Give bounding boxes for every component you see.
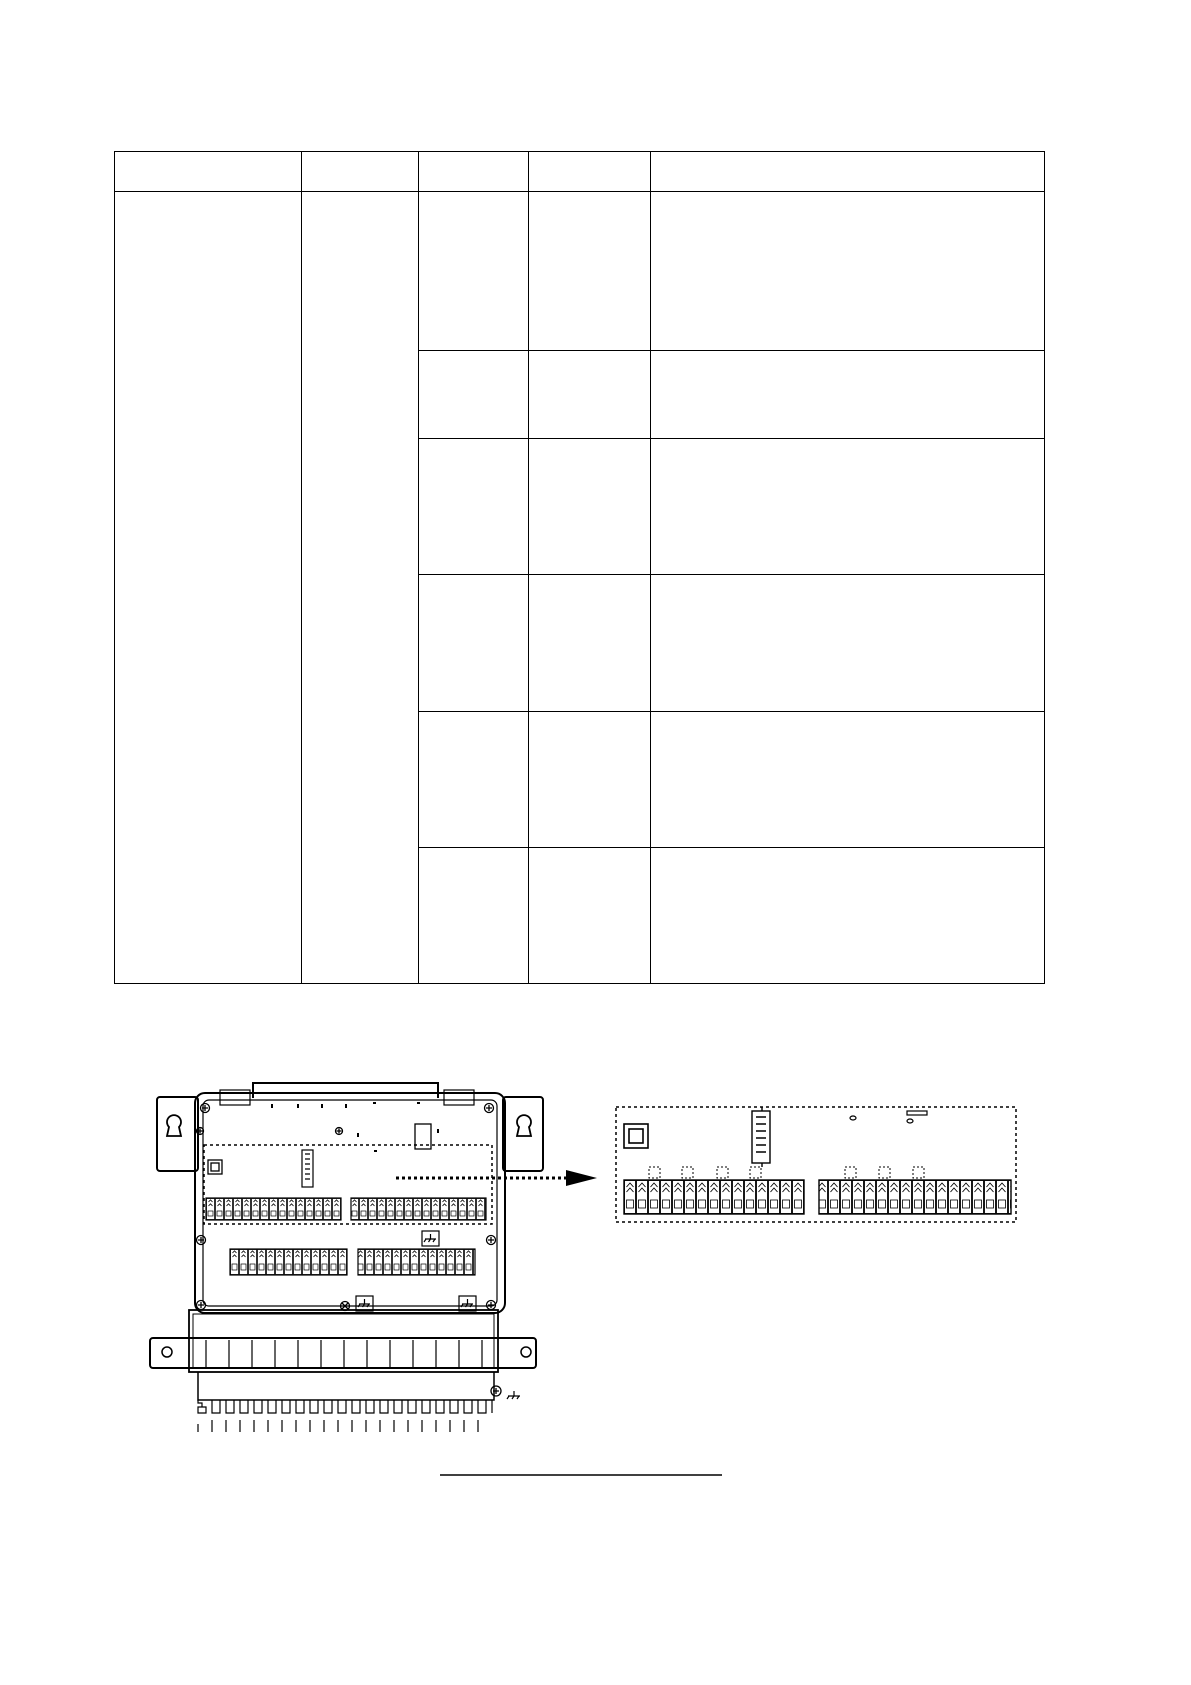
table-cell bbox=[529, 192, 651, 351]
header-cell bbox=[302, 152, 419, 192]
table-cell bbox=[419, 575, 529, 711]
table-cell bbox=[419, 192, 529, 351]
led-indicator bbox=[649, 1167, 924, 1178]
terminal-block bbox=[230, 1249, 347, 1275]
detail-region bbox=[204, 1145, 492, 1224]
table-cell bbox=[419, 847, 529, 983]
table-cell bbox=[651, 711, 1045, 847]
header-connector bbox=[302, 1150, 313, 1187]
component-marks bbox=[271, 1102, 439, 1152]
table-cell bbox=[529, 575, 651, 711]
terminal-block bbox=[624, 1180, 804, 1214]
arrow-icon bbox=[566, 1170, 597, 1186]
group-cell bbox=[115, 192, 302, 984]
screw-icon bbox=[197, 1104, 502, 1397]
terminal-block bbox=[351, 1198, 486, 1220]
table-header-row bbox=[115, 152, 1045, 192]
specification-table bbox=[114, 151, 1045, 984]
table-cell bbox=[529, 711, 651, 847]
ground-icon bbox=[356, 1231, 520, 1399]
terminal-block bbox=[358, 1249, 475, 1275]
table-cell bbox=[419, 711, 529, 847]
header-connector bbox=[752, 1107, 770, 1167]
device-housing bbox=[150, 1083, 543, 1372]
header-cell bbox=[419, 152, 529, 192]
table-cell bbox=[529, 439, 651, 575]
header-cell bbox=[651, 152, 1045, 192]
terminal-block bbox=[819, 1180, 1011, 1214]
table-row bbox=[115, 192, 1045, 351]
table-cell bbox=[651, 351, 1045, 439]
table-cell bbox=[651, 575, 1045, 711]
cable-bundle bbox=[198, 1340, 494, 1432]
table-cell bbox=[529, 847, 651, 983]
table-cell bbox=[651, 439, 1045, 575]
table-cell bbox=[651, 192, 1045, 351]
mounting-hole-icon bbox=[162, 1347, 531, 1357]
header-cell bbox=[115, 152, 302, 192]
component-marks bbox=[850, 1111, 927, 1123]
keyhole-slot-icon bbox=[167, 1115, 531, 1136]
table-cell bbox=[529, 351, 651, 439]
table-cell bbox=[419, 351, 529, 439]
table-cell bbox=[651, 847, 1045, 983]
component-outline bbox=[415, 1124, 431, 1149]
table-cell bbox=[419, 439, 529, 575]
header-cell bbox=[529, 152, 651, 192]
group-cell bbox=[302, 192, 419, 984]
usb-connector-icon bbox=[624, 1124, 648, 1148]
detail-view bbox=[616, 1107, 1016, 1222]
usb-connector-icon bbox=[208, 1160, 222, 1174]
terminal-block bbox=[206, 1198, 341, 1220]
